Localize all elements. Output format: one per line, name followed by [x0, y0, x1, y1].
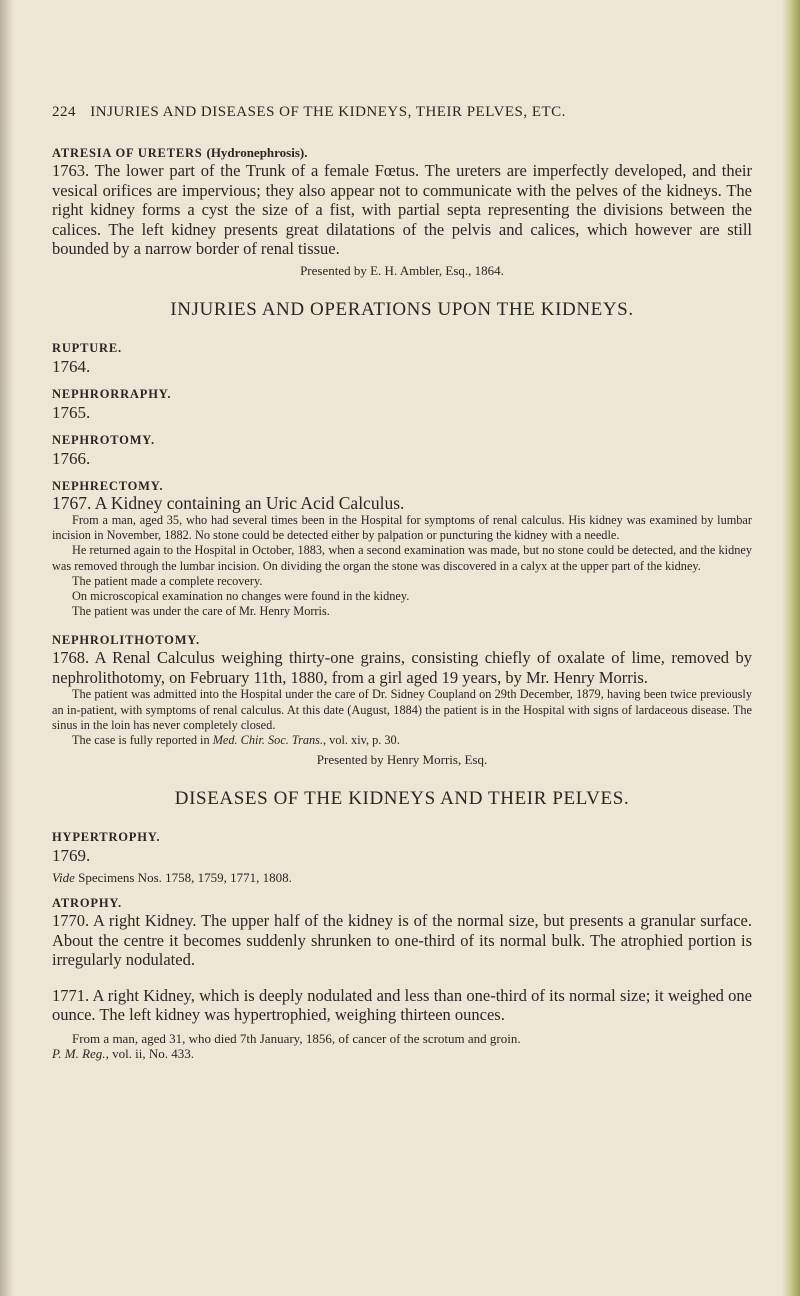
- nephrolithotomy-entry: [52, 633, 752, 768]
- hypertrophy-heading: HYPERTROPHY.: [52, 830, 161, 845]
- specimen-1768-title: 1768. A Renal Calculus weighing thirty-one grains, consisting chiefly of oxalate of lime, removed by nephrolithotomy, on February 11th, 1880, from a girl aged 19 years, by Mr. Henry Morris.: [52, 648, 752, 687]
- section-title-injuries: INJURIES AND OPERATIONS UPON THE KIDNEYS.: [170, 298, 634, 320]
- presented-by-morris: Presented by Henry Morris, Esq.: [316, 752, 488, 768]
- page-edge-left: [0, 0, 14, 1296]
- atresia-entry: [52, 145, 752, 279]
- page-number: 224: [52, 104, 76, 120]
- nephrotomy-heading: NEPHROTOMY.: [52, 432, 155, 447]
- specimen-1767-title: 1767. A Kidney containing an Uric Acid Calculus.: [52, 492, 405, 513]
- nephrectomy-entry: [52, 479, 752, 620]
- atrophy-entry: [52, 896, 752, 1061]
- specimen-1768-para: The patient was admitted into the Hospital under the care of Dr. Sidney Coupland on 29th December, 1879, having been twice previously an in-patient, with symptoms of renal calculus. At this date (August, 1884) the patient is in the Hospital with signs of lardaceous disease. The sinus in the loin has never completely closed.: [52, 687, 752, 732]
- document-page: [52, 104, 752, 1075]
- specimen-1771-note: From a man, aged 31, who died 7th January, 1856, of cancer of the scrotum and groin. P. M. Reg., vol. ii, No. 433.: [52, 1030, 521, 1061]
- specimen-1769-number: 1769.: [52, 846, 91, 866]
- specimen-1765-number: 1765.: [52, 402, 91, 422]
- specimen-1770-text: 1770. A right Kidney. The upper half of the kidney is of the normal size, but presents a granular surface. About the centre it becomes suddenly shrunken to one-third of its normal bulk. The atrophied portion is irregularly nodulated.: [52, 911, 752, 970]
- atresia-heading: ATRESIA OF URETERS (Hydronephrosis).: [52, 145, 308, 160]
- nephrotomy-entry: [52, 433, 752, 469]
- specimen-1763-text: 1763. The lower part of the Trunk of a female Fœtus. The ureters are imperfectly developed, and their vesical orifices are impervious; they also appear not to communicate with the pelves of the kidneys. The right kidney forms a cyst the size of a fist, with partial septa representing the divisions between the calices. The left kidney presents great dilatations of the pelvis and calices, which however are still bounded by a narrow border of renal tissue.: [52, 161, 752, 258]
- specimen-1771-text: 1771. A right Kidney, which is deeply nodulated and less than one-third of its normal size; it weighed one ounce. The left kidney was hypertrophied, weighing thirteen ounces.: [52, 985, 752, 1025]
- nephrolithotomy-heading: NEPHROLITHOTOMY.: [52, 633, 200, 648]
- specimen-1767-para: The patient was under the care of Mr. Henry Morris.: [72, 604, 330, 619]
- specimen-1767-para: He returned again to the Hospital in October, 1883, when a second examination was made, but no stone could be detected, and the kidney was removed through the lumbar incision. On dividing the organ the stone was discovered in a calyx at the upper part of the kidney.: [52, 543, 752, 573]
- specimen-1767-para: On microscopical examination no changes were found in the kidney.: [72, 589, 410, 604]
- atrophy-heading: ATROPHY.: [52, 896, 122, 911]
- running-title: INJURIES AND DISEASES OF THE KIDNEYS, THEIR PELVES, ETC.: [90, 104, 566, 120]
- vide-reference: Vide Specimens Nos. 1758, 1759, 1771, 1808.: [52, 870, 292, 886]
- page-edge-right: [782, 0, 800, 1296]
- hypertrophy-entry: [52, 830, 752, 886]
- nephrorraphy-entry: [52, 387, 752, 423]
- specimen-1768-reference: The case is fully reported in Med. Chir. Soc. Trans., vol. xiv, p. 30.: [72, 733, 400, 748]
- nephrectomy-heading: NEPHRECTOMY.: [52, 478, 164, 493]
- nephrorraphy-heading: NEPHRORRAPHY.: [52, 386, 172, 401]
- specimen-1767-para: The patient made a complete recovery.: [72, 573, 263, 588]
- specimen-1766-number: 1766.: [52, 448, 91, 468]
- presented-by-ambler: Presented by E. H. Ambler, Esq., 1864.: [300, 262, 504, 278]
- rupture-heading: RUPTURE.: [52, 340, 122, 355]
- running-header: [52, 104, 752, 121]
- rupture-entry: [52, 341, 752, 377]
- section-title-diseases: DISEASES OF THE KIDNEYS AND THEIR PELVES.: [174, 788, 630, 810]
- specimen-1764-number: 1764.: [52, 356, 91, 376]
- specimen-1767-para: From a man, aged 35, who had several times been in the Hospital for symptoms of renal calculus. His kidney was examined by lumbar incision in November, 1882. No stone could be detected either by palpation or puncturing the kidney with a needle.: [52, 513, 752, 543]
